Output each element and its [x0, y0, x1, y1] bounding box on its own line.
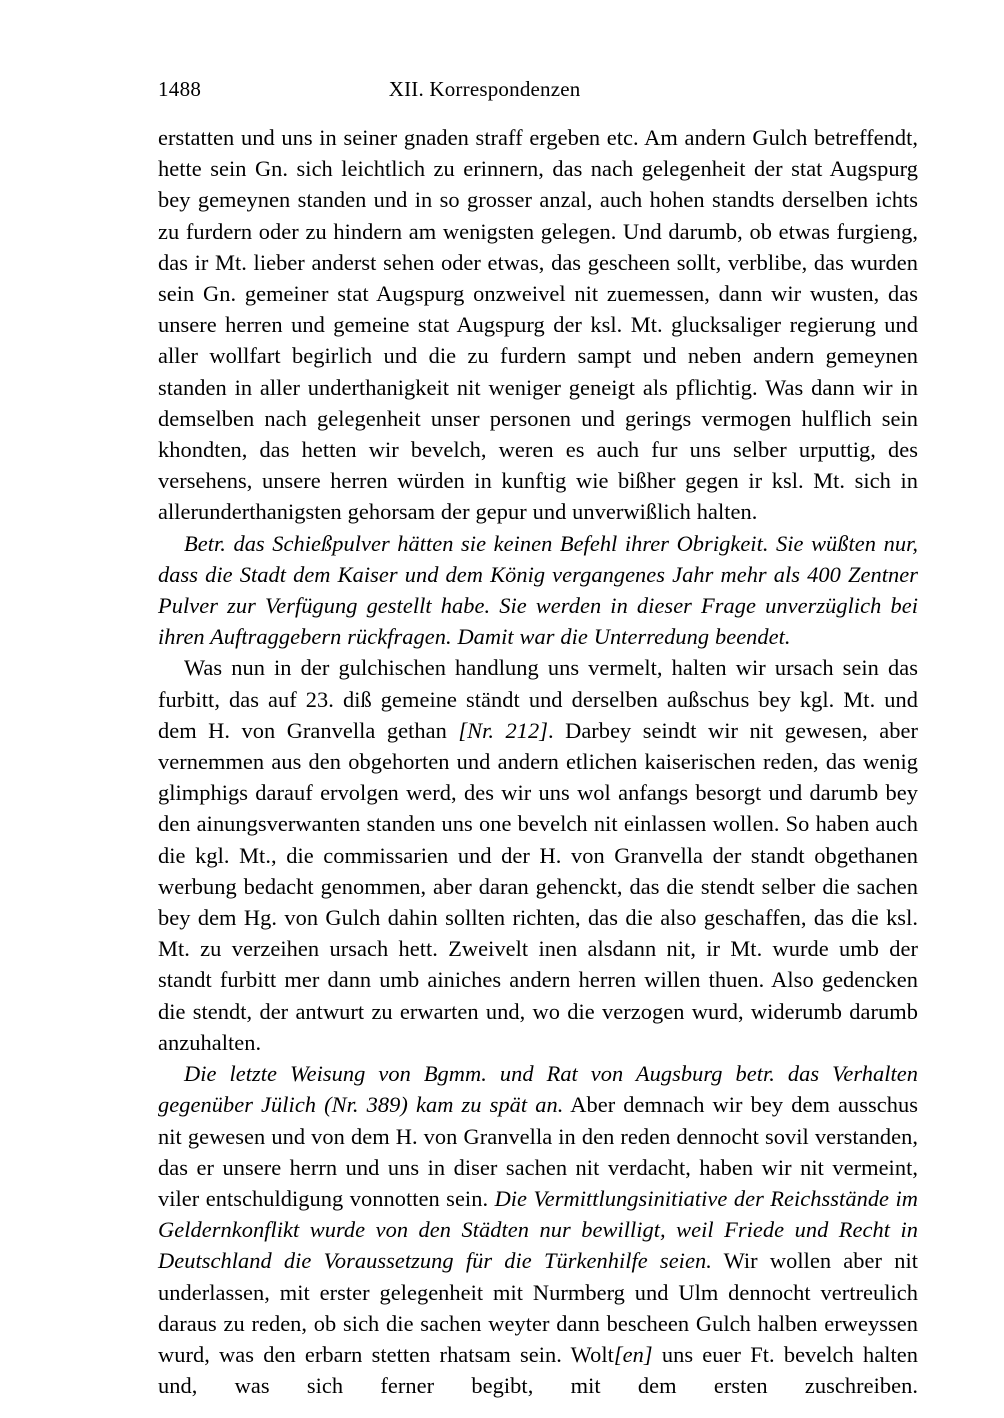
page-number: 1488: [158, 77, 202, 101]
italic-run: [Nr. 212]: [458, 717, 548, 743]
italic-run: Die Vermittlungsinitiative der Reichsstände im Geldernkonflikt wurde von den Städten nur bewilligt, weil Friede und Recht in Deutschland die Voraussetzung für die Türkenhilfe seien.: [158, 1185, 918, 1274]
running-head: [158, 76, 918, 102]
italic-run: Die letzte Weisung von Bgmm. und Rat von Augsburg betr. das Verhalten gegenüber Jülich (Nr. 389) kam zu spät an.: [158, 1061, 918, 1118]
paragraph-2-editorial-summary: Betr. das Schießpulver hätten sie keinen Befehl ihrer Obrigkeit. Sie wüßten nur, dass die Stadt dem Kaiser und dem König vergangenes Jahr mehr als 400 Zentner Pulver zur Verfügung gestellt habe. Sie werden in dieser Frage unverzüglich bei ihren Auftraggebern rückfragen. Damit war die Unterredung beendet.: [158, 530, 918, 650]
body-text-block: [158, 122, 918, 1418]
roman-run: Aber demnach wir bey dem ausschus nit gewesen und von dem H. von Granvella in den reden dennocht sovil verstanden, das er unsere herrn und uns in diser sachen nit verdacht, haben wir nit vermeint, viler entschuldigung vonnotten sein.: [158, 1092, 919, 1211]
paragraph-1: erstatten und uns in seiner gnaden straff ergeben etc. Am andern Gulch betreffendt, hette sein Gn. sich leichtlich zu erinnern, das nach gelegenheit der stat Augspurg bey gemeynen standen und in so grosser anzal, auch hohen standts derselben ichts zu furdern oder zu hindern am wenigsten gelegen. Und darumb, ob etwas furgieng, das ir Mt. lieber anderst sehen oder etwas, das gescheen sollt, verblibe, das wurden sein Gn. gemeiner stat Augspurg onzweivel nit zuemessen, dann wir wusten, das unsere herren und gemeine stat Augspurg der ksl. Mt. glucksaliger regierung und aller wollfart begirlich und die zu furdern sampt und neben andern gemeynen standen in aller underthanigkeit nit weniger geneigt als pflichtig. Was dann wir in demselben nach gelegenheit unser personen und gerings vermogen hulflich sein khondten, das hetten wir bevelch, weren es auch fur uns selber urputtig, des versehens, unsere herren würden in kunftig wie bißher gegen ir ksl. Mt. sich in allerunderthanigsten gehorsam der gepur und unverwißlich halten.: [158, 125, 918, 525]
roman-run: Was nun in der gulchischen handlung uns vermelt, halten wir ursach sein das furbitt, das auf 23. diß gemeine ständt und derselben außschus bey kgl. Mt. und dem H. von Granvella gethan: [158, 655, 918, 743]
paragraph-4: [158, 1058, 918, 1418]
roman-run: . Darbey seindt wir nit gewesen, aber vernemmen aus den obgehorten und andern etlichen kaiserischen reden, das wenig glimphigs darauf ervolgen werd, des wir uns wol anfangs besorgt und darumb bey den ainungsverwanten standen uns one bevelch nit einlassen wollen. So haben auch die kgl. Mt., die commissarien und der H. von Granvella der standt obgethanen werbung bedacht genommen, aber daran gehenckt, das die stendt selber die sachen bey dem Hg. von Gulch dahin sollten richten, das die also geschaffen, das die ksl. Mt. zu verzeihen ursach hett. Zweivelt inen alsdann nit, ir Mt. wurde umb der standt furbitt mer dann umb ainiches andern herren willen thuen. Also gedencken die stendt, der antwurt zu erwarten und, wo die verzogen wurd, widerumb darumb anzuhalten.: [158, 717, 918, 1055]
italic-run: [en]: [613, 1341, 653, 1367]
roman-run: uns euer Ft. bevelch halten und, was sich ferner begibt, mit dem ersten zuschreiben.: [158, 1341, 918, 1399]
paragraph-3: [158, 652, 918, 1058]
roman-run: Wir wollen aber nit underlassen, mit erster gelegenheit mit Nurmberg und Ulm dennocht vertreulich daraus zu reden, ob sich die sachen weyter dann bescheen Gulch halben erweyssen wurd, was den erbarn stetten rhatsam sein. Wolt: [158, 1248, 918, 1367]
running-head-title: XII. Korrespondenzen: [388, 77, 581, 101]
